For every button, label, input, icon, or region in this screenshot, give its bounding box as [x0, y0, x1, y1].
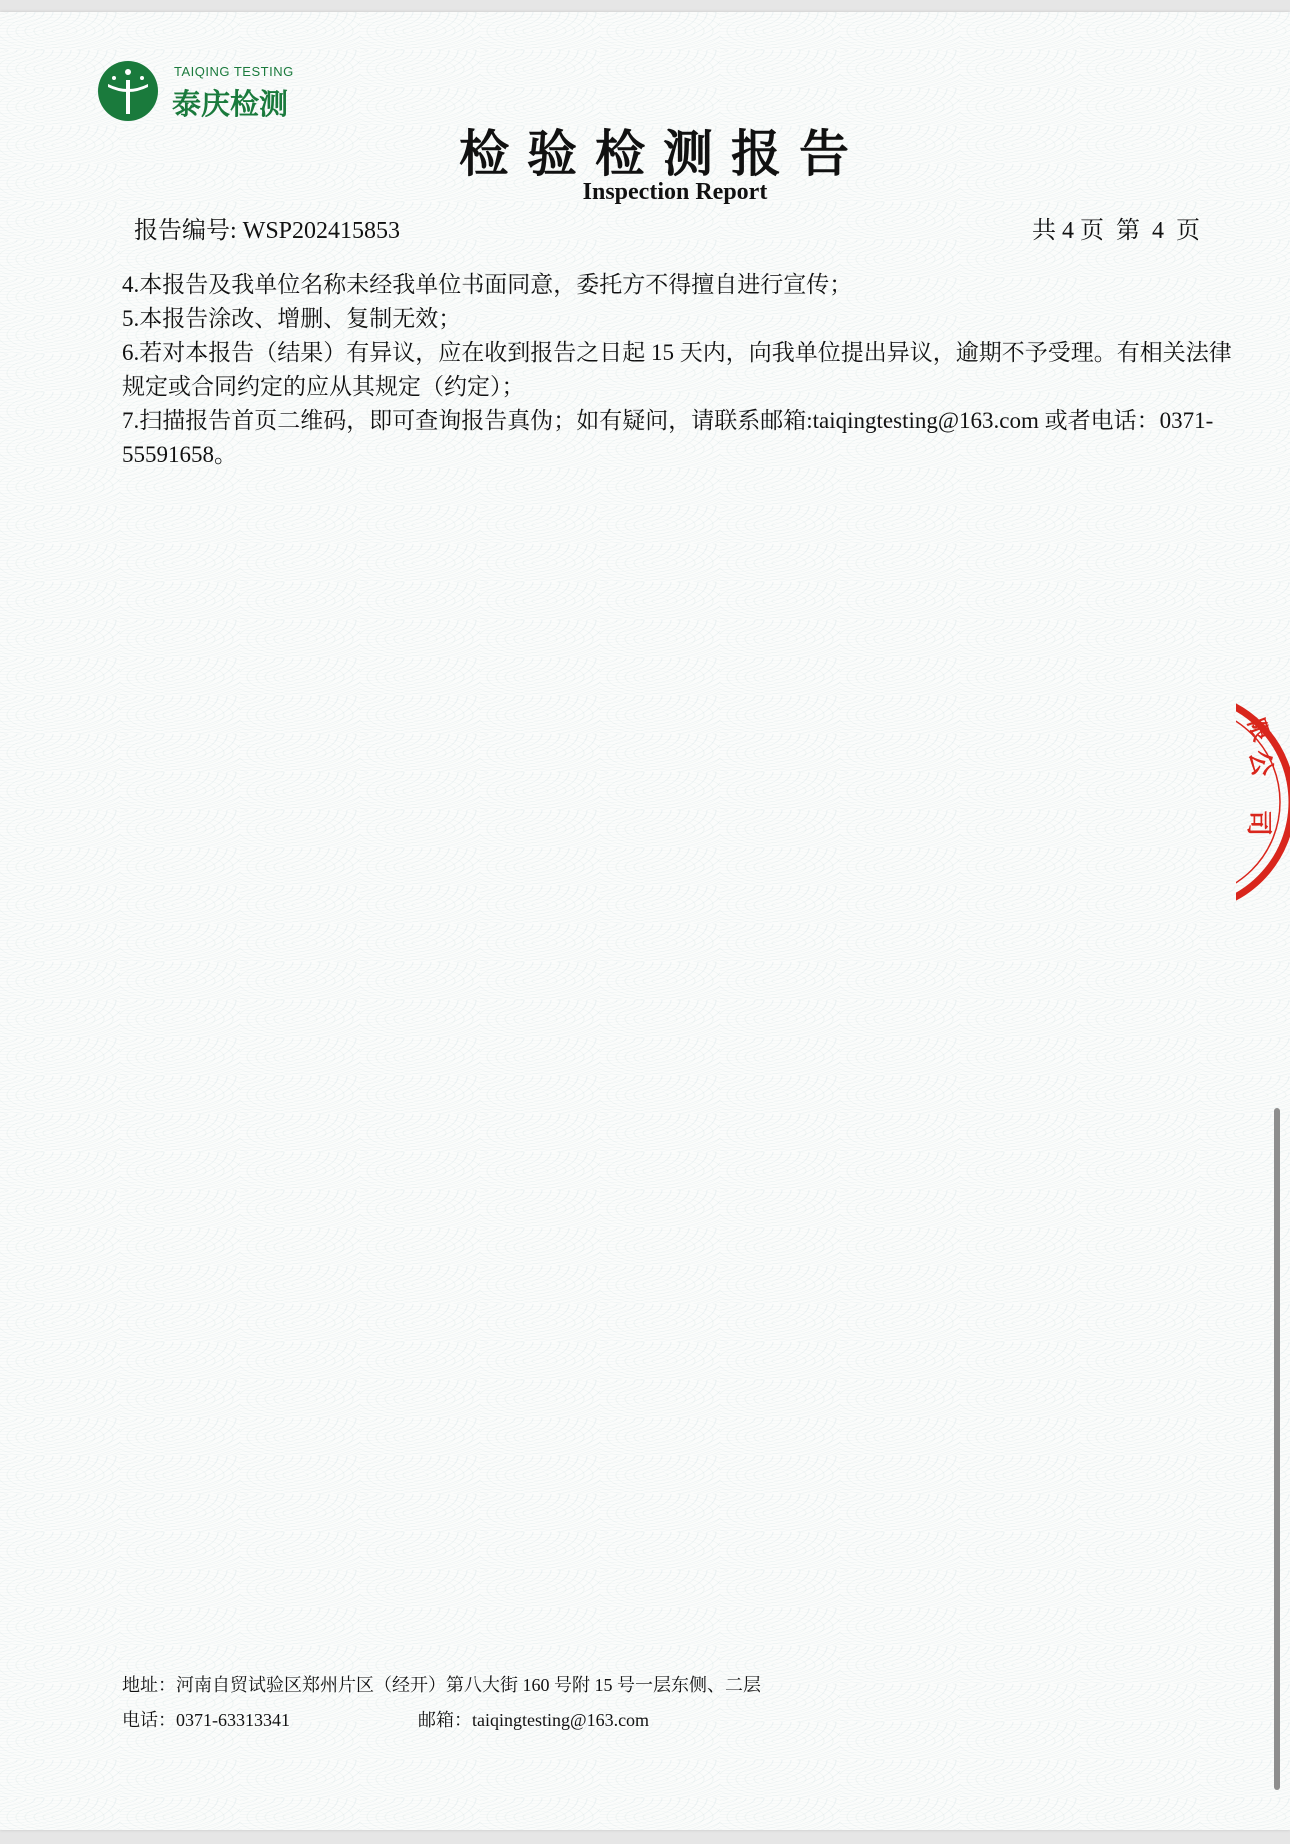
svg-text:公: 公	[1243, 748, 1278, 779]
report-number-value: WSP202415853	[242, 218, 401, 244]
phone-value: 0371-63313341	[176, 1710, 290, 1730]
footer-contact	[122, 1668, 761, 1738]
email-label: 邮箱：	[418, 1710, 472, 1730]
note-item: 6.若对本报告（结果）有异议，应在收到报告之日起 15 天内，向我单位提出异议，逾期不予受理。有相关法律规定或合同约定的应从其规定（约定）；	[122, 340, 1232, 399]
logo-english-name: TAIQING TESTING	[174, 64, 294, 79]
scrollbar-thumb[interactable]	[1274, 1108, 1280, 1790]
svg-text:司: 司	[1243, 810, 1273, 837]
report-number-label: 报告编号:	[134, 218, 237, 244]
note-item: 7.扫描报告首页二维码，即可查询报告真伪；如有疑问，请联系邮箱:taiqingtesting@163.com 或者电话：0371-55591658。	[122, 408, 1214, 467]
company-seal-stamp	[1236, 692, 1290, 912]
note-item: 5.本报告涂改、增删、复制无效；	[122, 306, 462, 331]
address-label: 地址：	[122, 1675, 176, 1695]
email-value: taiqingtesting@163.com	[472, 1710, 650, 1730]
footer-address-line	[122, 1668, 761, 1703]
report-title-english: Inspection Report	[582, 179, 768, 205]
seal-icon	[1236, 692, 1290, 912]
report-title-chinese: 检验检测报告	[459, 124, 867, 183]
report-page	[0, 12, 1290, 1830]
page-count: 共 4 页 第 4 页	[1032, 218, 1200, 244]
svg-text:限: 限	[1242, 715, 1274, 745]
footer-phone-email-line	[122, 1703, 761, 1738]
address-value: 河南自贸试验区郑州片区（经开）第八大街 160 号附 15 号一层东侧、二层	[176, 1675, 761, 1695]
logo-chinese-name: 泰庆检测	[172, 87, 289, 121]
report-notes	[122, 268, 1232, 472]
phone-label: 电话：	[122, 1710, 176, 1730]
report-number	[134, 210, 400, 245]
note-item: 4.本报告及我单位名称未经我单位书面同意，委托方不得擅自进行宣传；	[122, 272, 853, 297]
